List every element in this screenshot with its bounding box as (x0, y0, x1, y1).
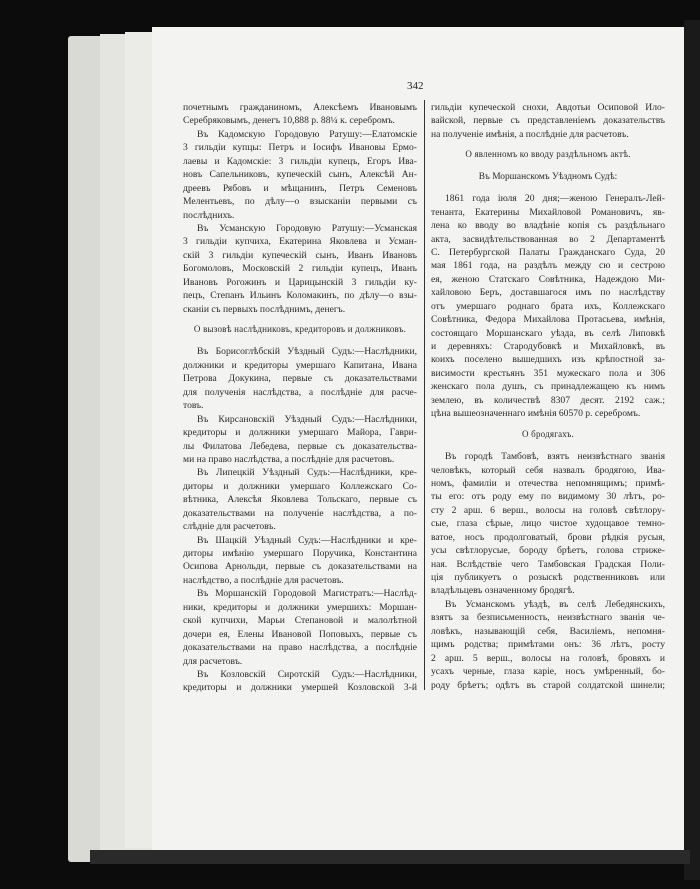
text-line: 1861 года іюля 20 дня;—женою Генералъ-Лей- (445, 193, 665, 205)
text-line: Въ Козловскій Сиротскій Судъ:—Наслѣдники, (197, 668, 417, 680)
text-line: тенанта, Екатерины Михайловой Романовичъ, яв- (431, 206, 665, 218)
text-line: сые, глаза сѣрые, лицо чистое худощавое темно- (431, 518, 665, 530)
scan-border (90, 850, 690, 864)
paragraph (183, 587, 417, 668)
text-line: номъ, фамиліи и отечества непомнящимъ; примѣ- (431, 477, 665, 489)
column-divider (424, 100, 425, 690)
text-line: Петрова Докукина, первые съ доказательствами (183, 373, 417, 385)
text-line: диторы и должники умершаго Коллежскаго Со- (183, 480, 417, 492)
section-heading: О бродягахъ. (522, 428, 574, 439)
text-line: должники и кредиторы умершаго Капитана, Ивана (183, 359, 417, 371)
text-line: на полученіе имѣнія, а послѣдніе для расчетовъ. (431, 128, 629, 140)
text-line: состоящаго Моршанскаго уѣзда, въ селѣ Липовкѣ (431, 327, 665, 339)
section-heading: О явленномъ ко вводу раздѣльномъ актѣ. (465, 149, 631, 160)
text-line: ная. Вслѣдствіе чего Тамбовская Градская Поли- (431, 558, 665, 570)
text-line: взятъ за безписьменность, неизвѣстнаго званія че- (431, 612, 665, 624)
paragraph (183, 534, 417, 588)
text-line: Въ Кадомскую Городовую Ратушу:—Елатомскіе (197, 128, 417, 140)
left-column (183, 101, 417, 695)
text-line: Серебряковымъ, денегъ 10,888 р. 88¼ к. серебромъ. (183, 115, 395, 127)
text-line: ловѣкъ, называющій себя, Василіемъ, непомня- (431, 625, 665, 637)
text-line: диторы имѣнію умершаго Поручика, Константина (183, 548, 417, 559)
text-line: скій 3 гильдіи купеческій сынъ, Иванъ Ивановъ (183, 249, 417, 261)
text-line: наслѣдство, а послѣдніе для расчетовъ. (183, 574, 344, 586)
text-line: дреевъ Рябовъ и мѣщанинъ, Петръ Семеновъ (183, 182, 417, 194)
text-line: Въ Липецкій Уѣздный Судъ:—Наслѣдники, кре- (197, 467, 417, 479)
text-line: цѣна вышеозначеннаго имѣнія 60570 р. серебромъ. (431, 408, 641, 420)
text-line: С. Петербургской Палаты Гражданскаго Суда, 20 (431, 246, 665, 258)
paragraph (183, 128, 417, 222)
text-line: лы Филатова Лебедева, первые съ доказательства- (183, 440, 417, 452)
text-line: новъ Сапельниковъ, купеческій сынъ, Алексѣй Ан- (183, 169, 417, 181)
text-line: 3 гильдіи купчиха, Екатерина Яковлева и Усман- (183, 236, 417, 248)
text-line: Въ Кирсановскій Уѣздный Судъ:—Наслѣдники, (197, 413, 417, 425)
paragraph (431, 598, 665, 692)
text-line: Въ Усманскую Городовую Ратушу:—Усманская (197, 222, 417, 234)
text-line: коихъ поселено вышедшихъ изъ крѣпостной за- (431, 354, 665, 366)
paragraph (183, 222, 417, 316)
text-line: сту 2 арш. 6 верш., волосы на головѣ свѣтлору- (431, 504, 665, 516)
text-line: доказательствами на право наслѣдства, а послѣдніе (183, 642, 417, 654)
scan-border (684, 20, 700, 880)
text-line: Въ Борисоглѣбскій Уѣздный Судъ:—Наслѣдники, (197, 346, 417, 358)
text-line: отъ умершаго роднаго брата ихъ, Коллежскаго (431, 300, 665, 312)
text-line: 2 арш. 5 верш., волосы на головѣ, бровяхъ и (431, 652, 665, 664)
paragraph (431, 450, 665, 598)
text-line: ватое, носъ продолговатый, брови рѣдкія русыя, (431, 531, 665, 543)
text-line: акта, засвидѣтельствованная во 2 Департаментѣ (431, 233, 665, 245)
text-line: щимъ родства; примѣтами онъ: 36 лѣтъ, росту (431, 639, 665, 651)
text-line: дочери ея, Елены Ивановой Поповыхъ, первые съ (183, 628, 417, 640)
text-line: почетнымъ гражданиномъ, Алексѣемъ Ивановымъ (183, 102, 417, 113)
text-line: для полученія наслѣдства, а послѣдніе для расче- (183, 386, 417, 398)
paragraph (183, 345, 417, 412)
text-line: кредиторы и должники умершей Козловской 3-й (183, 682, 417, 694)
text-line: ція публикуетъ о розыскѣ родственниковъ или (431, 572, 665, 583)
text-line: Осипова Арнольди, первые съ доказательствами на (183, 561, 417, 573)
text-line: товъ. (183, 400, 204, 412)
text-line: лаевы и Кадомскіе: 3 гильдіи купецъ, Егоръ Ива- (183, 155, 417, 167)
text-line: лена ко вводу во владѣніе копія съ раздѣльнаго (431, 220, 665, 232)
text-line: слѣдніе для расчетовъ. (183, 521, 276, 533)
text-line: усы свѣтлорусые, бороду брѣетъ, голова стриже- (431, 545, 665, 557)
paragraph (183, 668, 417, 695)
text-line: Совѣтника, Федора Михайлова Протасьева, имѣнія, (431, 314, 665, 326)
text-line: роду брѣетъ; одѣтъ въ старой солдатской шинели; (431, 679, 665, 691)
text-line: усахъ черные, глаза каріе, носъ умѣренный, бо- (431, 666, 665, 678)
text-line: хайловою Беръ, доставшагося имъ по наслѣдству (431, 287, 665, 299)
text-line: кредиторы и должники умершаго Майора, Гаври- (183, 427, 417, 439)
text-line: гильдіи купеческой снохи, Авдотьи Осиповой Ило- (431, 102, 665, 113)
text-line: Ивановъ Рогожинъ и Царицынскій 3 гильдіи ку- (183, 276, 417, 288)
text-line: вайской, первые съ представленіемъ доказательствъ (431, 115, 665, 127)
text-line: 3 гильдіи купцы: Петръ и Іосифъ Ивановы Ермо- (183, 142, 417, 154)
text-line: доказательствами на полученіе наслѣдства, а по- (183, 507, 417, 519)
text-line: ты его: отъ роду ему по видимому 30 лѣтъ, ро- (431, 491, 665, 503)
paragraph (183, 413, 417, 467)
page-number: 342 (407, 80, 424, 92)
text-line: Богомоловъ, Московскій 2 гильдіи купецъ, Иванъ (183, 263, 417, 275)
text-line: землею, въ количествѣ 8307 десят. 2192 саж.; (431, 394, 665, 406)
text-line: ми на право наслѣдства, а послѣдніе для расчетовъ. (183, 453, 395, 465)
section-subheading: Въ Моршанскомъ Уѣздномъ Судѣ: (478, 171, 618, 182)
paragraph (183, 466, 417, 533)
right-column (431, 101, 665, 692)
text-line: мая 1861 года, на раздѣлъ между сю и сестрою (431, 260, 665, 272)
text-line: висимости крестьянъ 351 мужескаго пола и 306 (431, 367, 665, 379)
text-line: ники, кредиторы и должники умершихъ: Моршан- (183, 601, 417, 613)
text-line: ея, женою Статскаго Совѣтника, Надеждою Ми- (431, 273, 665, 285)
text-line: Мелентьевъ, по дѣлу—о взысканіи первыми съ (183, 196, 417, 208)
text-line: Въ Усманскомъ уѣздѣ, въ селѣ Лебедянскихъ, (445, 598, 665, 610)
paragraph (183, 101, 417, 128)
text-line: пецъ, Степанъ Ильинъ Коломакинъ, по дѣлу—о взы- (183, 290, 417, 302)
text-line: сканіи съ первыхъ послѣднимъ, денегъ. (183, 303, 346, 315)
text-line: послѣднихъ. (183, 209, 235, 221)
text-line: ской купчихи, Марьи Степановой и малолѣтной (183, 615, 417, 627)
text-line: вѣтника, Алексѣя Яковлева Тольскаго, первые съ (183, 494, 417, 506)
paragraph (431, 192, 665, 420)
text-line: женскаго пола душъ, съ принадлежащею къ нимъ (431, 381, 665, 393)
paragraph (431, 101, 665, 141)
text-line: человѣкъ, который себя назвалъ бродягою, Ива- (431, 464, 665, 476)
text-line: владѣльцевъ означенному бродягѣ. (431, 585, 575, 597)
section-heading: О вызовѣ наслѣдниковъ, кредиторовъ и должниковъ. (193, 324, 407, 334)
text-line: Въ Моршанскій Городовой Магистратъ:—Наслѣд- (197, 588, 417, 600)
text-line: Въ Шацкій Уѣздный Судъ:—Наслѣдники и кре- (197, 534, 417, 546)
text-line: и деревняхъ: Стародубовкѣ и Михайловкѣ, въ (431, 341, 665, 352)
text-line: для расчетовъ. (183, 655, 243, 667)
text-line: Въ городѣ Тамбовѣ, взятъ неизвѣстнаго званія (445, 451, 665, 463)
